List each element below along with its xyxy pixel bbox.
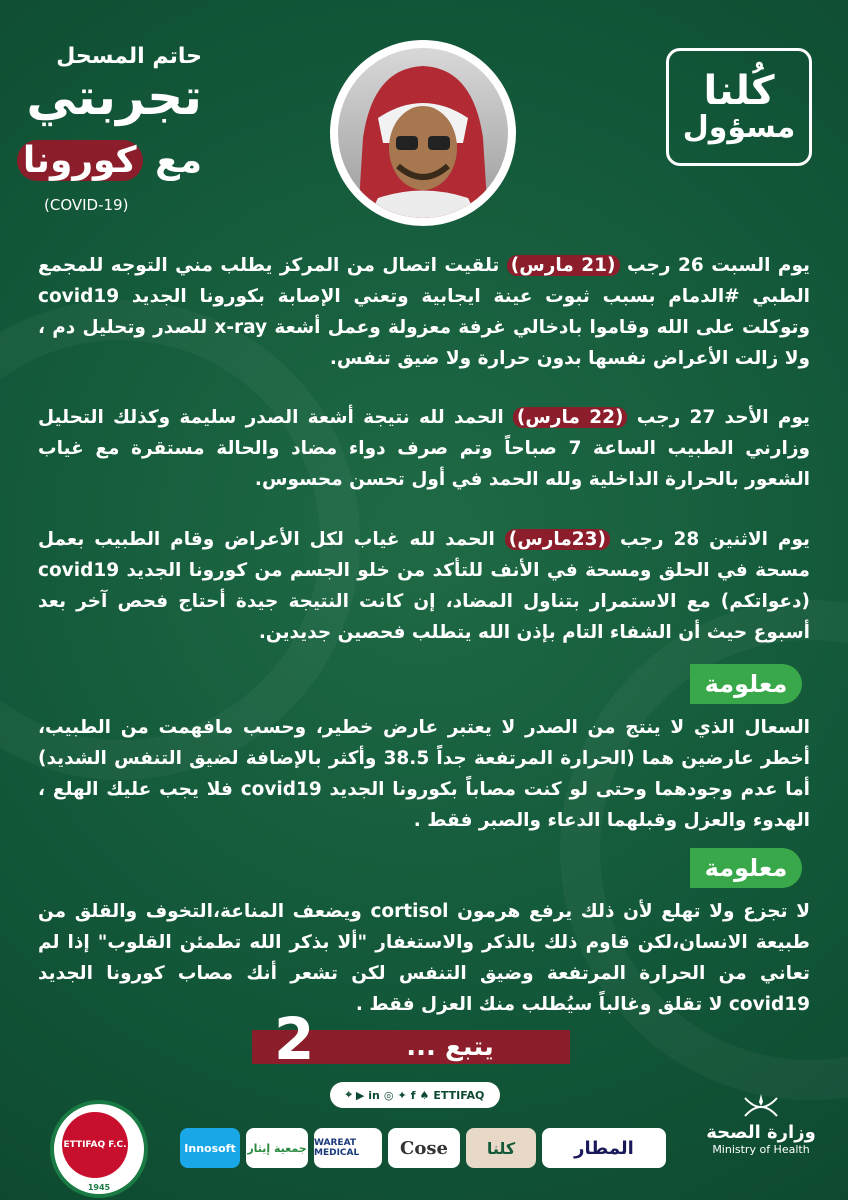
instagram-icon[interactable]: ◎ <box>383 1088 394 1102</box>
club-logo <box>50 1100 148 1198</box>
sponsor-logo: Innosoft <box>180 1128 240 1168</box>
ministry-name-ar: وزارة الصحة <box>706 1122 816 1143</box>
social-handle[interactable]: ETTIFAQ <box>433 1088 485 1102</box>
paragraph-day3 <box>38 524 810 648</box>
club-year: 1945 <box>87 1183 111 1192</box>
logo-line2: مسؤول <box>682 109 796 145</box>
paragraph-text: يوم الاثنين 28 رجب <box>610 529 810 550</box>
club-logo-inner <box>62 1112 128 1178</box>
club-name: ETTIFAQ F.C. <box>63 1140 127 1150</box>
continue-text: يتبع ... <box>406 1032 494 1062</box>
sponsor-logo: المطار <box>542 1128 666 1168</box>
youtube-icon[interactable]: ▶ <box>355 1088 365 1102</box>
campaign-logo <box>666 48 812 166</box>
ministry-name-en: Ministry of Health <box>712 1143 810 1156</box>
author-name: حاتم المسحل <box>56 44 202 69</box>
subtitle-prefix: مع <box>155 140 202 181</box>
ministry-emblem-icon <box>741 1092 781 1118</box>
info-heading: معلومة <box>690 664 802 704</box>
ministry-logo <box>706 1092 816 1156</box>
avatar-photo <box>338 48 508 218</box>
logo-line1: كُلنا <box>703 67 775 114</box>
paragraph-text: الحمد لله نتيجة أشعة الصدر سليمة وكذلك التحليل وزارني الطبيب الساعة 7 صباحاً وتم صرف دواء مضاد والحالة مستقرة مع غياب الشعور بالحرارة الداخلية ولله الحمد في أول تحسن محسوس. <box>38 407 810 490</box>
info-text: السعال الذي لا ينتج من الصدر لا يعتبر عارض خطير، وحسب مافهمت من الطبيب، أخطر عارضين هما (الحرارة المرتفعة جداً 38.5 وأكثر بالإضافة لضيق التنفس الشديد) أما عدم وجودهما وحتى لو كنت مصاباً بكورونا الجديد covid19 فلا يجب عليك الهلع ، الهدوء والعزل وقبلهما الدعاء والصبر فقط . <box>38 717 810 831</box>
paragraph-text: يوم الأحد 27 رجب <box>627 407 811 428</box>
social-bar[interactable] <box>330 1082 500 1108</box>
date-highlight: (23مارس) <box>505 529 610 550</box>
sponsor-logo: كلنا <box>466 1128 536 1168</box>
sponsor-logo: WAREAT MEDICAL <box>314 1128 382 1168</box>
corona-highlight: كورونا <box>17 140 143 181</box>
paragraph-text: يوم السبت 26 رجب <box>619 255 810 276</box>
facebook-icon[interactable]: f <box>410 1088 416 1102</box>
info-heading: معلومة <box>690 848 802 888</box>
continue-number: 2 <box>274 1005 315 1073</box>
twitter-icon[interactable]: ✦ <box>397 1088 407 1102</box>
linkedin-icon[interactable]: in <box>368 1088 380 1102</box>
paragraph-text: الحمد لله غياب لكل الأعراض وقام الطبيب بعمل مسحة في الحلق ومسحة في الأنف للتأكد من خلو الجسم من كورونا الجديد covid19 (دعواتكم) مع الاستمرار بتناول المضاد، إن كانت النتيجة جيدة أحتاج فحص آخر بعد أسبوع حيث أن الشفاء التام بإذن الله يتطلب فحصين جديدين. <box>38 529 810 643</box>
sponsor-logo: جمعية إيثار <box>246 1128 308 1168</box>
info-text: لا تجزع ولا تهلع لأن ذلك يرفع هرمون cortisol ويضعف المناعة،التخوف والقلق من طبيعة الانسان،لكن قاوم ذلك بالذكر والاستغفار "ألا بذكر الله تطمئن القلوب" إذا لم تعاني من الحرارة المرتفعة وضيق التنفس لكن تشعر أنك مصاب كورونا الجديد covid19 لا تقلق وغالباً سيُطلب منك العزل فقط . <box>38 901 810 1015</box>
paragraph-day2 <box>38 402 810 495</box>
location-icon[interactable]: ⌖ <box>345 1088 352 1101</box>
subtitle <box>17 140 202 181</box>
snapchat-icon[interactable]: ♠ <box>419 1088 430 1102</box>
sponsor-logo: Cose <box>388 1128 460 1168</box>
date-highlight: (21 مارس) <box>507 255 620 276</box>
paragraph-day1 <box>38 250 810 374</box>
covid-label: (COVID-19) <box>44 196 129 214</box>
paragraph-text: تلقيت اتصال من المركز يطلب مني التوجه للمجمع الطبي #الدمام بسبب ثبوت عينة ايجابية وتعني الإصابة بكورونا الجديد covid19 وتوكلت على الله وقاموا بادخالي غرفة معزولة وعمل أشعة x-ray للصدر وتحليل دم ، ولا زالت الأعراض نفسها بدون حرارة ولا ضيق تنفس. <box>38 255 810 369</box>
date-highlight: (22 مارس) <box>513 407 628 428</box>
avatar <box>330 40 516 226</box>
page-title: تجربتي <box>26 68 202 126</box>
